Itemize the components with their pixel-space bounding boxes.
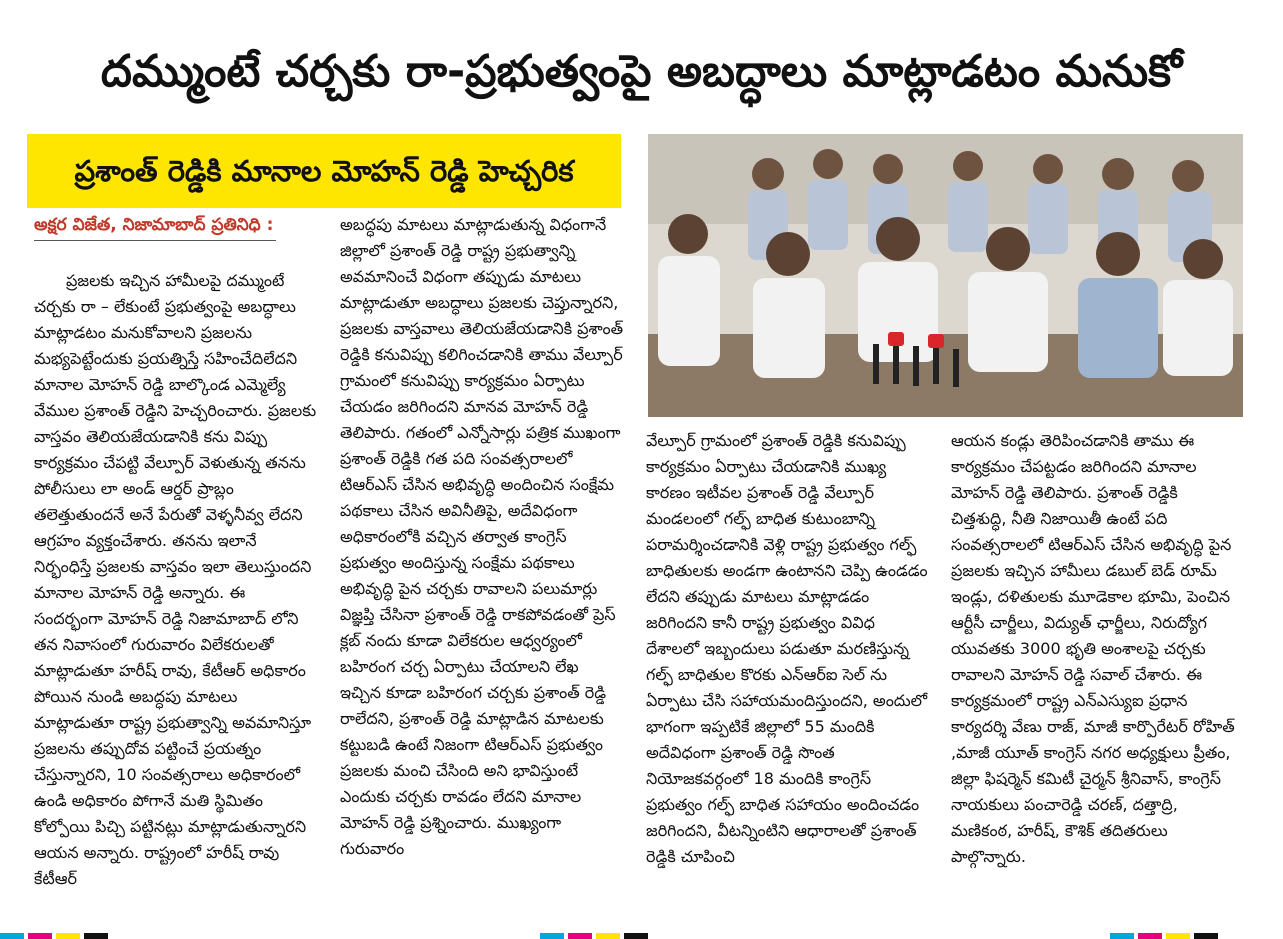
article-column-4 <box>951 428 1235 870</box>
magenta-mark <box>28 933 52 939</box>
black-mark <box>624 933 648 939</box>
yellow-mark <box>56 933 80 939</box>
article-text-1: ప్రజలకు ఇచ్చిన హామీలపై దమ్ముంటే చర్చకు రా – లేకుంటే ప్రభుత్వంపై అబద్ధాలు మాట్లాడటం మనుకోవాలని ప్రజలను మభ్యపెట్టేందుకు ప్రయత్నిస్తే సహించేదిలేదని మానాల మోహన్ రెడ్డి బాల్కొండ ఎమ్మెల్యే వేముల ప్రశాంత్ రెడ్డిని హెచ్చరించారు. ప్రజలకు వాస్తవం తెలియజేయడానికి కను విప్పు కార్యక్రమం చేపట్టి వేల్పూర్ వెళుతున్న తనను పోలీసులు లా అండ్ ఆర్డర్ ప్రాబ్లం తలెత్తుతుందనే అనే పేరుతో వెళ్ళనీవ్వ లేదని ఆగ్రహం వ్యక్తంచేశారు. తనను ఇలానే నిర్భంధిస్తే ప్రజలకు వాస్తవం ఇలా తెలుస్తుందని మానాల మోహన్ రెడ్డి అన్నారు. ఈ సందర్భంగా మోహన్ రెడ్డి నిజామాబాద్ లోని తన నివాసంలో గురువారం విలేకరులతో మాట్లాడుతూ హరీష్ రావు, కేటీఆర్ అధికారం పోయిన నుండి అబద్ధపు మాటలు మాట్లాడుతూ రాష్ట్ర ప్రభుత్వాన్ని అవమానిస్తూ ప్రజలను తప్పుదోవ పట్టించే ప్రయత్నం చేస్తున్నారని, 10 సంవత్సరాలు అధికారంలో ఉండి అధికారం పోగానే మతి స్థిమితం కోల్పోయి పిచ్చి పట్టినట్లు మాట్లాడుతున్నారని ఆయన అన్నారు. రాష్ట్రంలో హరీష్ రావు కేటీఆర్ <box>34 271 317 888</box>
black-mark <box>1194 933 1218 939</box>
press-meet-illustration <box>648 134 1243 417</box>
byline-underline <box>34 240 276 241</box>
subheadline-box <box>27 134 621 208</box>
cyan-mark <box>1110 933 1134 939</box>
yellow-mark <box>1166 933 1190 939</box>
subheadline: ప్రశాంత్ రెడ్డికి మానాల మోహన్ రెడ్డి హెచ్చరిక <box>74 154 574 188</box>
headline: దమ్ముంటే చర్చకు రా-ప్రభుత్వంపై అబద్ధాలు మాట్లాడటం మనుకో <box>100 46 1183 97</box>
registration-marks-left <box>0 933 112 939</box>
magenta-mark <box>1138 933 1162 939</box>
magenta-mark <box>568 933 592 939</box>
press-meet-photo <box>648 134 1243 417</box>
article-column-2 <box>340 212 624 862</box>
article-column-3 <box>646 428 930 870</box>
byline: అక్షర విజేత, నిజామాబాద్ ప్రతినిధి : <box>34 215 274 235</box>
cyan-mark <box>0 933 24 939</box>
registration-marks-center <box>540 933 652 939</box>
cyan-mark <box>540 933 564 939</box>
article-text-2: అబద్ధపు మాటలు మాట్లాడుతున్న విధంగానే జిల్లాలో ప్రశాంత్ రెడ్డి రాష్ట్ర ప్రభుత్వాన్ని అవమానించే విధంగా తప్పుడు మాటలు మాట్లాడుతూ అబద్ధాలు ప్రజలకు చెప్తున్నారని, ప్రజలకు వాస్తవాలు తెలియజేయడానికి ప్రశాంత్ రెడ్డికి కనువిప్పు కలిగించడానికి తాము వేల్పూర్ గ్రామంలో కనువిప్పు కార్యక్రమం ఏర్పాటు చేయడం జరిగిందని మానవ మోహన్ రెడ్డి తెలిపారు. గతంలో ఎన్నోసార్లు పత్రిక ముఖంగా ప్రశాంత్ రెడ్డికి గత పది సంవత్సరాలలో టిఆర్ఎస్ చేసిన అభివృద్ధి అందించిన సంక్షేమ పథకాలు చేసిన అవినీతిపై, అదేవిధంగా అధికారంలోకి వచ్చిన తర్వాత కాంగ్రెస్ ప్రభుత్వం అందిస్తున్న సంక్షేమ పథకాలు అభివృద్ధి పైన చర్చకు రావాలని పలుమార్లు విజ్ఞప్తి చేసినా ప్రశాంత్ రెడ్డి రాకపోవడంతో ప్రెస్ క్లబ్ నందు కూడా విలేకరుల ఆధ్వర్యంలో బహిరంగ చర్చ ఏర్పాటు చేయాలని లేఖ ఇచ్చిన కూడా బహిరంగ చర్చకు ప్రశాంత్ రెడ్డి రాలేదని, ప్రశాంత్ రెడ్డి మాట్లాడిన మాటలకు కట్టుబడి ఉంటే నిజంగా టిఆర్ఎస్ ప్రభుత్వం ప్రజలకు మంచి చేసింది అని భావిస్తుంటే ఎందుకు చర్చకు రావడం లేదని మానాల మోహన్ రెడ్డి ప్రశ్నించారు. ముఖ్యంగా గురువారం <box>340 215 624 858</box>
article-text-4: ఆయన కండ్లు తెరిపించడానికి తాము ఈ కార్యక్రమం చేపట్టడం జరిగిందని మానాల మోహన్ రెడ్డి తెలిపారు. ప్రశాంత్ రెడ్డికి చిత్తశుద్ధి, నీతి నిజాయితీ ఉంటే పది సంవత్సరాలలో టిఆర్ఎస్ చేసిన అభివృద్ధి పైన ప్రజలకు ఇచ్చిన హామీలు డబుల్ బెడ్ రూమ్ ఇండ్లు, దళితులకు మూడెకాల భూమి, పెంచిన ఆర్టీసీ చార్జీలు, విద్యుత్ ఛార్జీలు, నిరుద్యోగ యువతకు 3000 భృతి అంశాలపై చర్చకు రావాలని మోహన్ రెడ్డి సవాల్ చేశారు. ఈ కార్యక్రమంలో రాష్ట్ర ఎన్ఎస్యుఐ ప్రధాన కార్యదర్శి వేణు రాజ్, మాజీ కార్పొరేటర్ రోహిత్ ,మాజీ యూత్ కాంగ్రెస్ నగర అధ్యక్షులు ప్రీతం, జిల్లా ఫిషర్మెన్ కమిటీ చైర్మన్ శ్రీనివాస్, కాంగ్రెస్ నాయకులు పంచారెడ్డి చరణ్, దత్తాద్రి, మణికంఠ, హరీష్, కౌశిక్ తదితరులు పాల్గొన్నారు. <box>951 431 1235 866</box>
article-text-3: వేల్పూర్ గ్రామంలో ప్రశాంత్ రెడ్డికి కనువిప్పు కార్యక్రమం ఏర్పాటు చేయడానికి ముఖ్య కారణం ఇటీవల ప్రశాంత్ రెడ్డి వేల్పూర్ మండలంలో గల్ఫ్ బాధిత కుటుంబాన్ని పరామర్శించడానికి వెళ్లి రాష్ట్ర ప్రభుత్వం గల్ఫ్ బాధితులకు అండగా ఉంటానని చెప్పి ఉండడం లేదని తప్పుడు మాటలు మాట్లాడడం జరిగిందని కానీ రాష్ట్ర ప్రభుత్వం వివిధ దేశాలలో ఇబ్బందులు పడుతూ మరణిస్తున్న గల్ఫ్ బాధితుల కొరకు ఎన్ఆర్ఐ సెల్ ను ఏర్పాటు చేసి సహాయమందిస్తుందని, అందులో భాగంగా ఇప్పటికే జిల్లాలో 55 మందికి అదేవిధంగా ప్రశాంత్ రెడ్డి సొంత నియోజకవర్గంలో 18 మందికి కాంగ్రెస్ ప్రభుత్వం గల్ఫ్ బాధిత సహాయం అందించడం జరిగిందని, వీటన్నింటిని ఆధారాలతో ప్రశాంత్ రెడ్డికి చూపించి <box>646 431 928 866</box>
registration-marks-right <box>1110 933 1222 939</box>
black-mark <box>84 933 108 939</box>
yellow-mark <box>596 933 620 939</box>
article-column-1 <box>34 268 318 892</box>
